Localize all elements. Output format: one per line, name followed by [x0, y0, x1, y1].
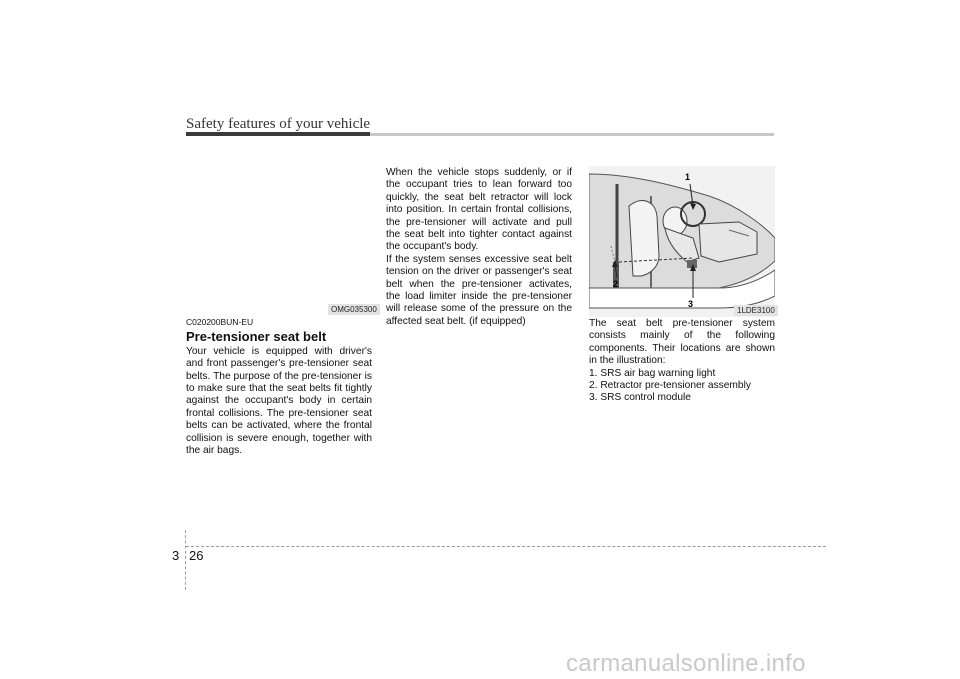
section-code: C020200BUN-EU	[186, 317, 254, 327]
footer-divider	[186, 546, 826, 547]
components-intro: The seat belt pre-tensioner system consists mainly of the following components. Their locations are shown in the illustration:	[589, 318, 775, 367]
section-heading: Pre-tensioner seat belt	[186, 329, 327, 345]
callout-2: 2	[613, 279, 619, 289]
right-column	[589, 318, 775, 405]
middle-paragraph-2: If the system senses excessive seat belt tension on the driver or passenger's seat belt when the pre-tensioner activates, the load limiter inside the pre-tensioner will release some of the pressure on the affected seat belt. (if equipped)	[386, 253, 572, 327]
middle-paragraph-1: When the vehicle stops suddenly, or if the occupant tries to lean forward too quickly, the seat belt retractor will lock into position. In certain frontal collisions, the pre-tensioner will activate and pull the seat belt into tighter contact against the occupant's body.	[386, 167, 572, 253]
component-item-3: 3. SRS control module	[589, 392, 691, 404]
component-item-1: 1. SRS air bag warning light	[589, 367, 716, 379]
left-body-text: Your vehicle is equipped with driver's and front passenger's pre-tensioner seat belts. The purpose of the pre-tensioner is to make sure that the seat belts fit tightly against the occupant's body in certain frontal collisions. The pre-tensioner seat belts can be activated, where the frontal collision is severe enough, together with the air bags.	[186, 345, 372, 457]
component-item-2: 2. Retractor pre-tensioner assembly	[589, 380, 751, 392]
footer-vertical-divider	[185, 530, 186, 590]
chapter-number: 3	[172, 548, 180, 563]
left-image-code: OMG035300	[328, 304, 380, 315]
callout-1: 1	[685, 172, 691, 182]
callout-3: 3	[688, 299, 694, 309]
header-title: Safety features of your vehicle	[186, 116, 371, 132]
watermark: carmanualsonline.info	[566, 650, 806, 677]
page-number: 26	[189, 548, 204, 563]
right-image-code: 1LDE3100	[734, 305, 778, 316]
left-column	[186, 316, 372, 457]
header-rule-accent	[186, 132, 370, 136]
vehicle-illustration	[589, 166, 775, 317]
middle-column	[386, 167, 572, 328]
